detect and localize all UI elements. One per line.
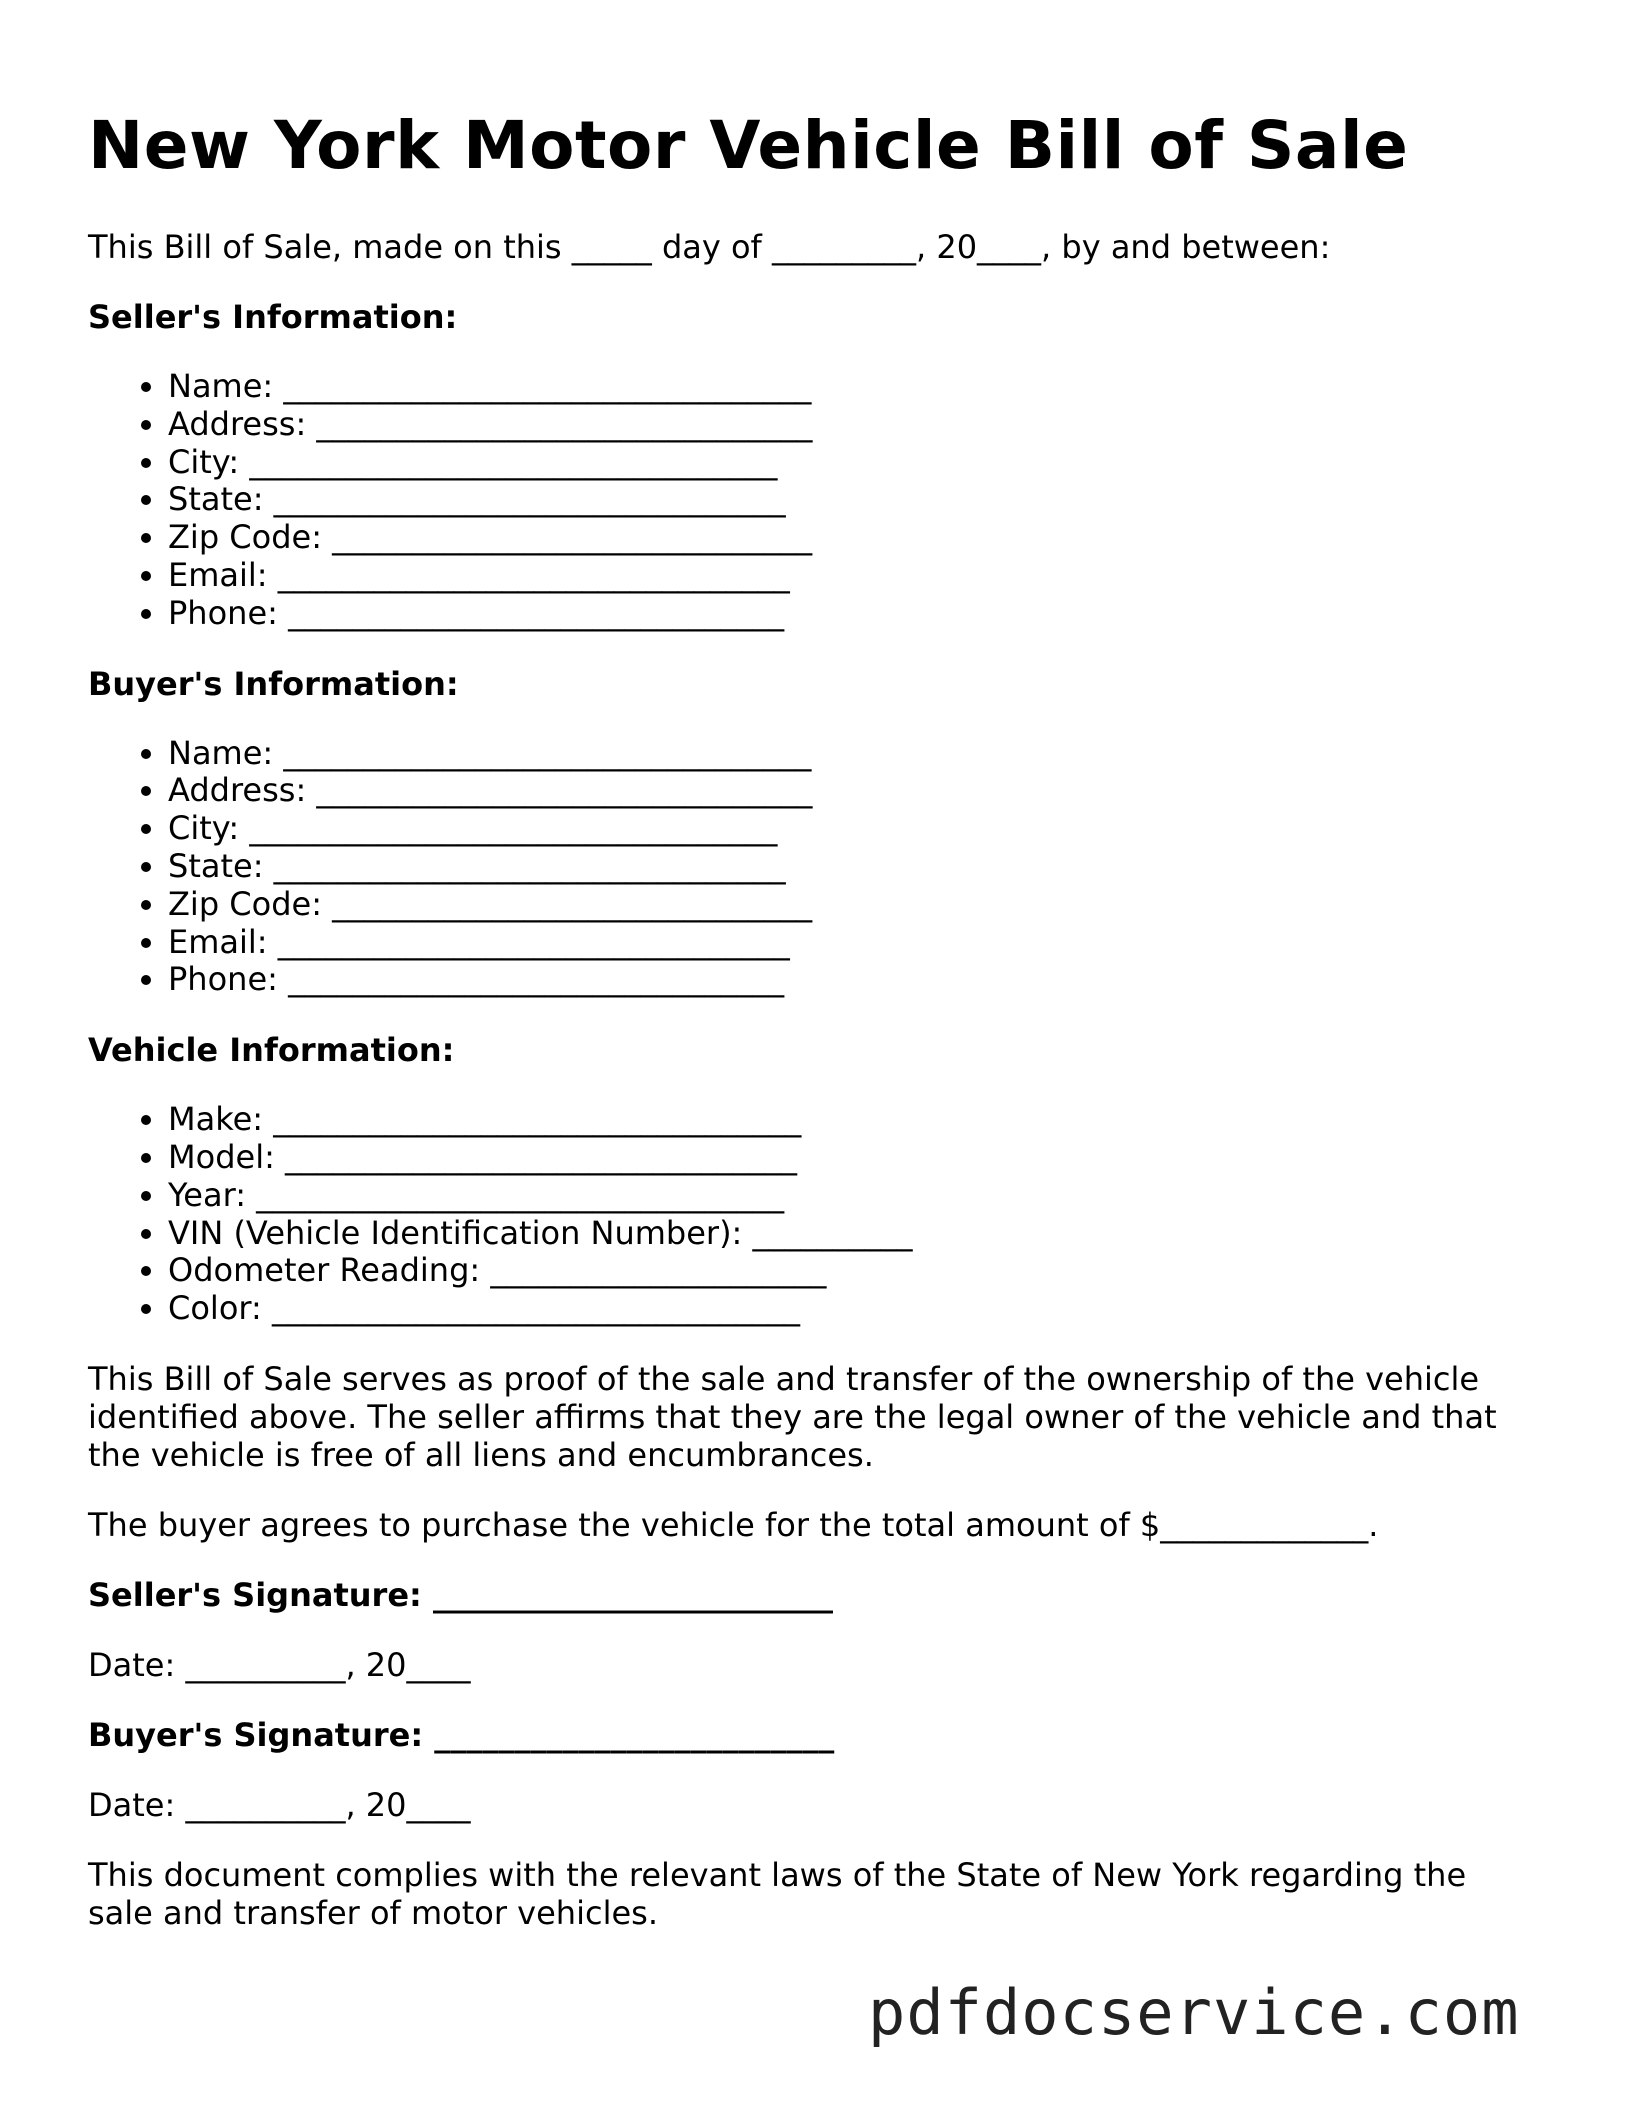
compliance-paragraph: This document complies with the relevant laws of the State of New York regarding the sale and transfer of motor vehicles. (88, 1855, 1467, 1932)
vehicle-info-list (88, 1101, 1548, 1328)
vehicle-year-field: • Year: _________________________________ (168, 1177, 1548, 1215)
seller-name-field: • Name: _________________________________ (168, 368, 1548, 406)
buyer-info-list (88, 735, 1548, 1000)
buyer-name-field: • Name: _________________________________ (168, 735, 1548, 773)
buyer-city-field: • City: _________________________________ (168, 810, 1548, 848)
buyer-info-heading: Buyer's Information: (88, 664, 459, 703)
vehicle-odometer-field: • Odometer Reading: _____________________ (168, 1252, 1548, 1290)
proof-paragraph: This Bill of Sale serves as proof of the sale and transfer of the ownership of the vehicle identified above. The seller affirms that they are the legal owner of the vehicle and that the vehicle is free of all liens and encumbrances. (88, 1359, 1497, 1474)
buyer-email-field: • Email: ________________________________ (168, 924, 1548, 962)
vehicle-model-field: • Model: ________________________________ (168, 1139, 1548, 1177)
seller-phone-field: • Phone: _______________________________ (168, 595, 1548, 633)
watermark-logo: pdfdocservice.com (868, 1976, 1520, 2049)
buyer-state-field: • State: ________________________________ (168, 848, 1548, 886)
seller-address-field: • Address: _______________________________ (168, 406, 1548, 444)
seller-info-heading: Seller's Information: (88, 298, 458, 336)
buyer-signature-line: Buyer's Signature: _________________________ (88, 1715, 835, 1754)
vehicle-color-field: • Color: _________________________________ (168, 1290, 1548, 1328)
amount-paragraph: The buyer agrees to purchase the vehicle for the total amount of $_____________. (88, 1505, 1379, 1544)
document-page (88, 106, 1548, 1964)
seller-city-field: • City: _________________________________ (168, 444, 1548, 482)
seller-state-field: • State: ________________________________ (168, 481, 1548, 519)
seller-zip-field: • Zip Code: ______________________________ (168, 519, 1548, 557)
seller-signature-line: Seller's Signature: _________________________ (88, 1575, 833, 1614)
vehicle-info-heading: Vehicle Information: (88, 1031, 455, 1070)
vehicle-vin-field: • VIN (Vehicle Identification Number): __________ (168, 1215, 1548, 1253)
vehicle-make-field: • Make: _________________________________ (168, 1101, 1548, 1139)
seller-email-field: • Email: ________________________________ (168, 557, 1548, 595)
intro-line: This Bill of Sale, made on this _____ day of _________, 20____, by and between: (88, 228, 1331, 266)
buyer-date-line: Date: __________, 20____ (88, 1785, 471, 1824)
buyer-phone-field: • Phone: _______________________________ (168, 961, 1548, 999)
buyer-address-field: • Address: _______________________________ (168, 772, 1548, 810)
document-title: New York Motor Vehicle Bill of Sale (88, 107, 1409, 184)
seller-date-line: Date: __________, 20____ (88, 1645, 471, 1684)
seller-info-list (88, 368, 1548, 633)
buyer-zip-field: • Zip Code: ______________________________ (168, 886, 1548, 924)
